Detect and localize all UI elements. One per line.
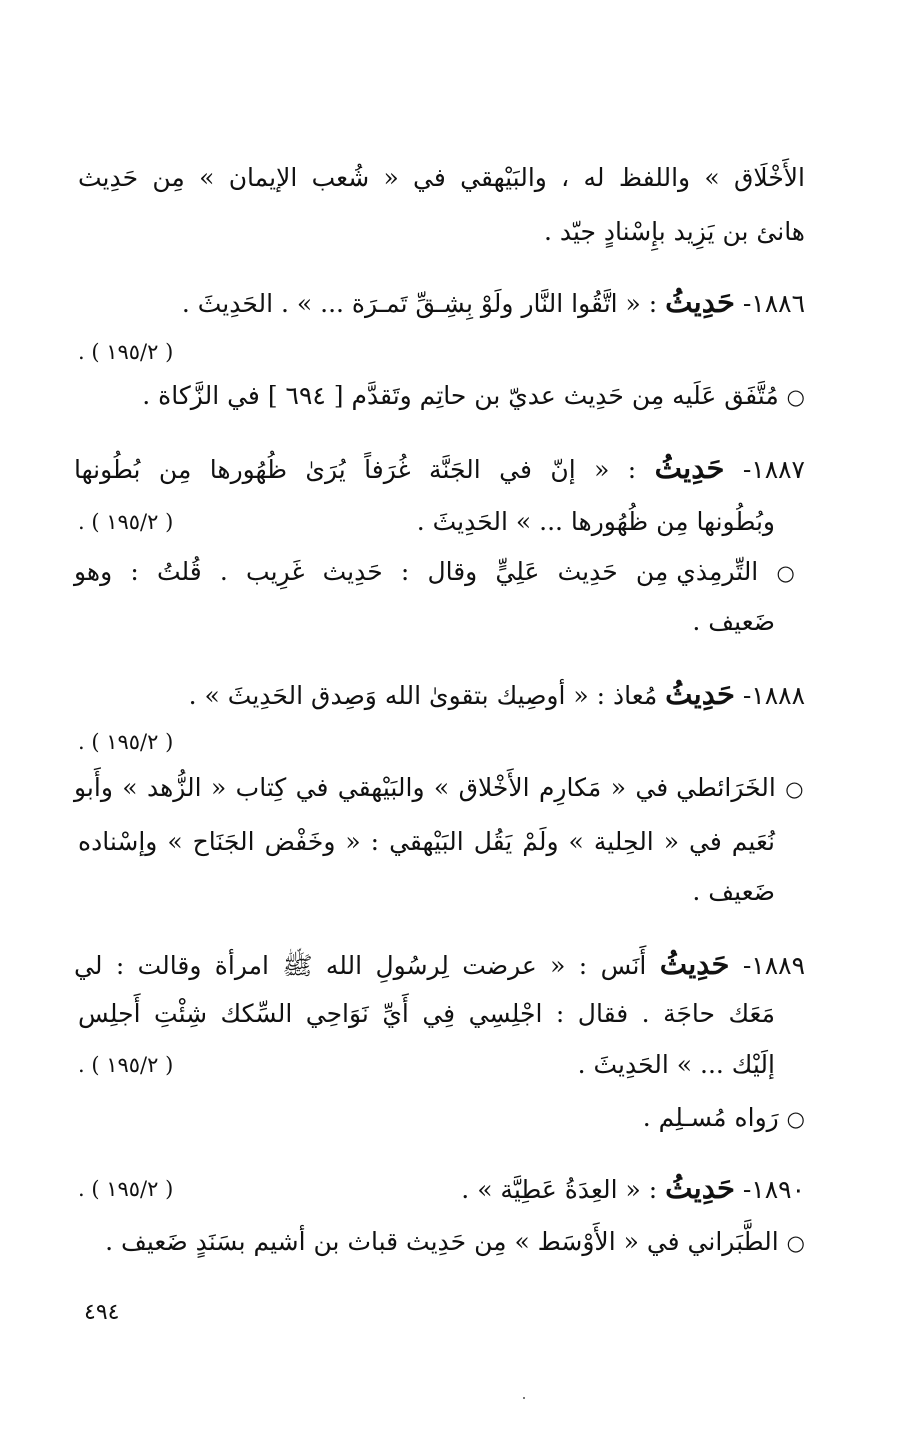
note-marker-icon: ○ [786, 1231, 805, 1255]
note-marker-icon: ○ [786, 1107, 805, 1131]
entry-number: ١٨٨٩- [742, 951, 805, 980]
note-text: مُتَّفَق عَلَيه مِن حَدِيث عديّ بن حاتِم وتَقدَّم [ ٦٩٤ ] في الزَّكاة . [142, 381, 779, 410]
entry-1888-note-1 [74, 768, 805, 808]
continuation-line-1: الأَخْلَاق » واللفظ له ، والبَيْهقي في « شُعب الإيمان » مِن حَدِيث [78, 163, 805, 192]
hadith-keyword: حَدِيثُ [665, 285, 735, 319]
page-number: ٤٩٤ [84, 1300, 120, 1325]
note-text: الطَّبَراني في « الأَوْسَط » مِن حَدِيث قباث بن أشيم بسَنَدٍ ضَعيف . [105, 1227, 779, 1256]
entry-1888-line-1 [74, 674, 805, 714]
entry-1890-note [74, 1222, 805, 1262]
entry-1886-note [74, 376, 805, 416]
entry-1887-line-1 [74, 448, 805, 488]
note-marker-icon: ○ [785, 777, 805, 801]
note-text: التِّرمِذي مِن حَدِيث عَلِيٍّ وقال : حَدِيث غَرِيب . قُلتُ : وهو [74, 557, 759, 586]
entry-1888-ref: ( ١٩٥/٢ ) . [78, 730, 174, 754]
entry-text: : « اتَّقُوا النَّار ولَوْ بِشِـقِّ تَمـرَة ... » . الحَدِيثَ . [181, 289, 658, 318]
entry-1887-note-1 [74, 552, 805, 592]
note-marker-icon: ○ [786, 385, 805, 409]
note-text: الخَرَائطي في « مَكارِم الأَخْلاق » والبَيْهقي في كِتاب « الزُّهد » وأَبو [74, 773, 776, 802]
entry-1889-note [74, 1098, 805, 1138]
entry-1886-ref: ( ١٩٥/٢ ) . [78, 340, 174, 364]
entry-text: مُعاذ : « أوصِيك بتقوىٰ الله وَصِدق الحَدِيثَ » . [188, 681, 658, 710]
entry-1887-note-2: ضَعيف . [692, 607, 775, 636]
entry-1887-line-2: وبُطُونها مِن ظُهُورها ... » الحَدِيثَ . [416, 507, 775, 536]
entry-1889-line-3: إلَيْك ... » الحَدِيثَ . [577, 1050, 775, 1079]
entry-1888-note-3: ضَعيف . [692, 877, 775, 906]
hadith-keyword: حَدِيثُ [654, 451, 725, 485]
entry-1890-line-1 [74, 1168, 805, 1208]
entry-1890-ref: ( ١٩٥/٢ ) . [78, 1177, 174, 1201]
entry-text: : « إنّ في الجَنَّة غُرَفاً يُرَىٰ ظُهُورها مِن بُطُونها [74, 455, 637, 484]
hadith-keyword: حَدِيثُ [659, 947, 730, 981]
entry-1886-line-1 [74, 282, 805, 322]
entry-1888-note-2: نُعَيم في « الحِلية » ولَمْ يَقُل البَيْهقي : « وخَفْض الجَنَاح » وإسْناده [78, 827, 775, 856]
entry-text: أَنَس : « عرضت لِرسُولِ الله ﷺ امرأة وقالت : لي [74, 951, 647, 980]
entry-1889-line-2: مَعَك حاجَة . فقال : اجْلِسِي فِي أَيِّ نَوَاحِي السِّكك شِئْتِ أَجلِس [78, 999, 775, 1028]
note-marker-icon: ○ [776, 561, 806, 585]
hadith-keyword: حَدِيثُ [665, 1171, 735, 1205]
scan-speck [523, 1397, 525, 1399]
entry-number: ١٨٨٧- [742, 455, 805, 484]
continuation-line-2: هانئ بن يَزِيد بإِسْنادٍ جيّد . [543, 217, 805, 246]
note-text: رَواه مُسـلِم . [642, 1103, 779, 1132]
entry-1889-ref: ( ١٩٥/٢ ) . [78, 1053, 174, 1077]
hadith-keyword: حَدِيثُ [665, 677, 735, 711]
entry-number: ١٨٩٠- [742, 1175, 805, 1204]
entry-text: : « العِدَةُ عَطِيَّة » . [461, 1175, 658, 1204]
entry-1887-ref: ( ١٩٥/٢ ) . [78, 510, 174, 534]
entry-number: ١٨٨٦- [742, 289, 805, 318]
entry-number: ١٨٨٨- [742, 681, 805, 710]
entry-1889-line-1 [74, 944, 805, 984]
